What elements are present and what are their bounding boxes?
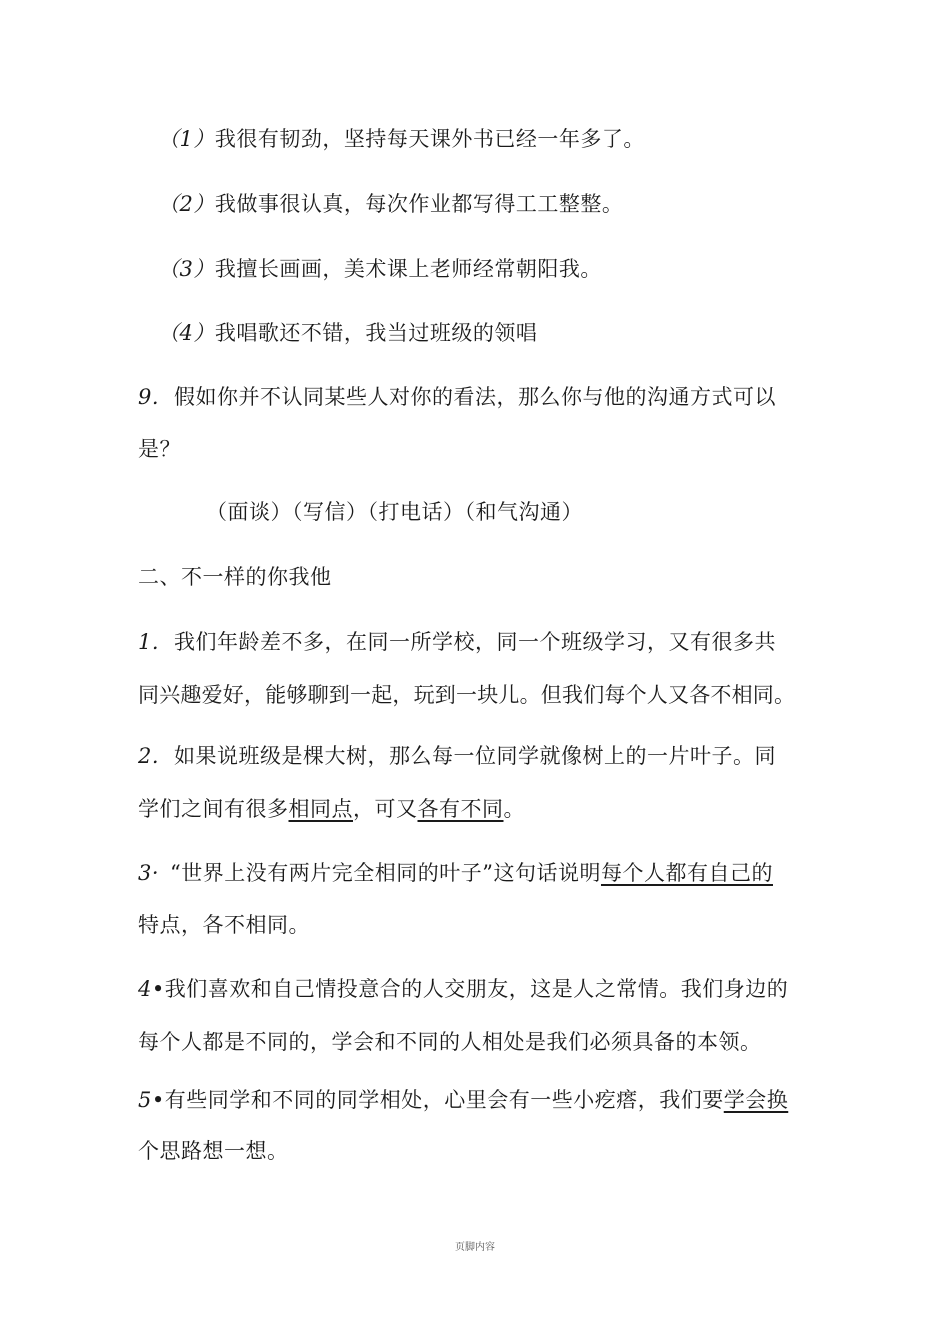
underlined-answer-2: 各有不同 — [417, 797, 504, 821]
paragraph-4-number: 4• — [138, 977, 165, 1001]
section-heading: 二、不一样的你我他 — [138, 565, 332, 589]
paragraph-3-text: “世界上没有两片完全相同的叶子”这句话说明 — [170, 861, 601, 885]
paragraph-2-post: 。 — [503, 797, 525, 821]
question-9-number: 9. — [138, 385, 160, 409]
paragraph-2 — [138, 741, 776, 771]
paragraph-2-continued — [138, 794, 525, 824]
paragraph-5-continued: 个思路想一想。 — [138, 1139, 289, 1163]
paragraph-5-number: 5• — [138, 1088, 165, 1112]
paragraph-4 — [138, 974, 788, 1004]
paragraph-3-continued: 特点，各不相同。 — [138, 913, 310, 937]
paragraph-2-mid: ，可又 — [353, 797, 418, 821]
underlined-answer-1: 相同点 — [288, 797, 353, 821]
item-2-number: （2） — [158, 192, 215, 216]
paragraph-5-text: 有些同学和不同的同学相处，心里会有一些小疙瘩，我们要 — [164, 1088, 724, 1112]
paragraph-1 — [138, 627, 776, 657]
item-4 — [158, 318, 537, 348]
paragraph-3-number: 3· — [138, 861, 160, 885]
question-9-text: 假如你并不认同某些人对你的看法，那么你与他的沟通方式可以 — [174, 385, 776, 409]
item-3-text: 我擅长画画，美术课上老师经常朝阳我。 — [214, 257, 602, 281]
question-9 — [138, 382, 776, 412]
item-4-number: （4） — [158, 321, 215, 345]
paragraph-4-continued: 每个人都是不同的，学会和不同的人相处是我们必须具备的本领。 — [138, 1030, 762, 1054]
item-1-number: （1） — [158, 127, 215, 151]
item-3 — [158, 254, 602, 284]
underlined-answer-4: 学会换 — [723, 1088, 789, 1112]
item-1-text: 我很有韧劲，坚持每天课外书已经一年多了。 — [214, 127, 645, 151]
question-9-continued: 是？ — [138, 437, 181, 461]
item-3-number: （3） — [158, 257, 215, 281]
paragraph-4-text: 我们喜欢和自己情投意合的人交朋友，这是人之常情。我们身边的 — [164, 977, 789, 1001]
item-2-text: 我做事很认真，每次作业都写得工工整整。 — [214, 192, 624, 216]
paragraph-1-number: 1. — [138, 630, 160, 654]
paragraph-1-text: 我们年龄差不多，在同一所学校，同一个班级学习，又有很多共 — [174, 630, 776, 654]
underlined-answer-3: 每个人都有自己的 — [600, 861, 773, 885]
page-footer: 页脚内容 — [455, 1242, 495, 1253]
paragraph-2-number: 2. — [138, 744, 160, 768]
paragraph-5 — [138, 1085, 788, 1115]
paragraph-2-text: 如果说班级是棵大树，那么每一位同学就像树上的一片叶子。同 — [174, 744, 776, 768]
question-9-answers: （面谈）（写信）（打电话）（和气沟通） — [206, 500, 583, 524]
item-2 — [158, 189, 623, 219]
item-4-text: 我唱歌还不错，我当过班级的领唱 — [214, 321, 538, 345]
item-1 — [158, 124, 645, 154]
paragraph-3 — [138, 858, 773, 888]
paragraph-1-continued: 同兴趣爱好，能够聊到一起，玩到一块儿。但我们每个人又各不相同。 — [138, 683, 796, 707]
paragraph-2-pre: 学们之间有很多 — [138, 797, 289, 821]
